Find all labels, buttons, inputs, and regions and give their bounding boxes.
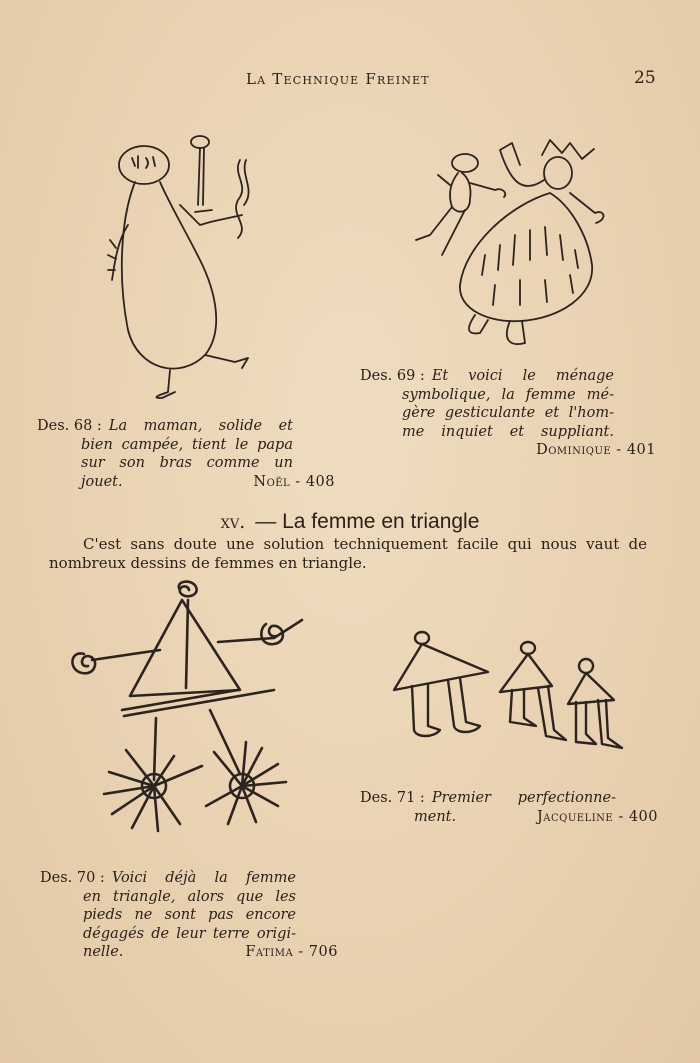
caption-68-line-3: sur son bras comme un [81,455,293,472]
caption-68 [37,417,337,491]
caption-69-label: Des. 69 : [360,368,425,384]
caption-68-label: Des. 68 : [37,418,102,434]
drawing-69-couple [410,135,610,350]
section-number: xv. [220,511,246,533]
caption-70-line-3: pieds ne sont pas encore [83,907,296,924]
drawing-71-triangle-figures [390,630,630,760]
caption-70-line-5: nelle. [83,944,124,961]
paragraph-line-1: C'est sans doute une solution techniquement facile qui nous vaut de [83,535,647,553]
drawing-70-triangle-woman [62,578,307,833]
section-title-text: — La femme en triangle [255,510,480,533]
caption-70 [40,869,340,962]
caption-70-line-4: dégagés de leur terre origi- [83,925,296,942]
caption-71 [360,789,660,826]
caption-69-credit: Dominique - 401 [536,442,656,459]
caption-69-line-3: gère gesticulante et l'hom- [402,405,614,422]
caption-70-line-2: en triangle, alors que les [83,888,296,905]
page-header [0,70,700,92]
caption-70-label: Des. 70 : [40,870,105,886]
section-heading [0,510,700,534]
caption-69-line-4: me inquiet et suppliant. [402,423,614,440]
caption-71-line-1: Premier perfectionne- [431,790,616,806]
caption-71-line-2: ment. [414,808,457,825]
running-title: La Technique Freinet [246,70,430,88]
intro-paragraph [49,535,647,572]
caption-69-line-2: symbolique, la femme mé- [402,386,614,403]
caption-68-credit: Noël - 408 [253,473,335,490]
caption-69-line-1: Et voici le ménage [431,368,614,384]
paragraph-line-2: nombreux dessins de femmes en triangle. [49,553,367,572]
caption-69 [360,367,660,460]
caption-68-line-1: La maman, solide et [108,418,293,434]
caption-68-line-2: bien campée, tient le papa [81,436,293,453]
drawing-68-mother-holding-father [100,130,270,405]
caption-68-line-4: jouet. [81,473,123,490]
caption-70-line-1: Voici déjà la femme [111,870,296,886]
page-number: 25 [634,68,656,88]
caption-71-label: Des. 71 : [360,790,425,806]
caption-70-credit: Fatima - 706 [245,944,338,961]
caption-71-credit: Jacqueline - 400 [536,808,658,825]
